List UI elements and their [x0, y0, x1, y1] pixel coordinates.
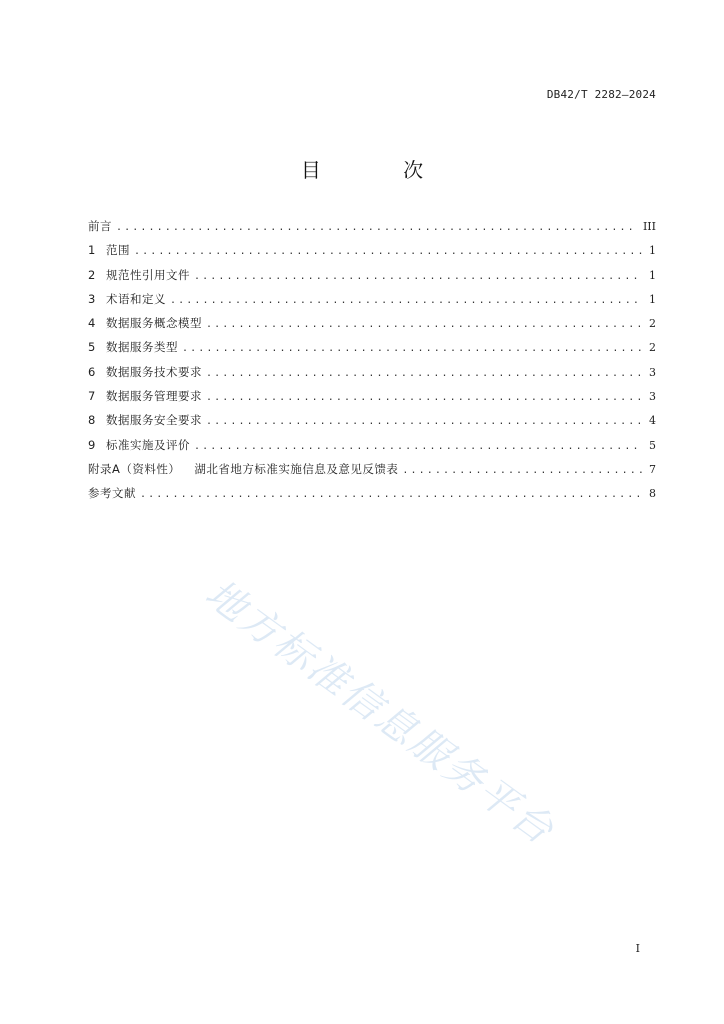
toc-leader-dots — [194, 441, 642, 452]
toc-entry-label: 术语和定义 — [106, 291, 166, 306]
toc-entry-number: 1 — [88, 243, 96, 258]
toc-entry-page: 7 — [649, 462, 656, 476]
toc-entry-number: 3 — [88, 291, 96, 306]
toc-title: 目 次 — [300, 158, 462, 182]
toc-entry-number: 2 — [88, 267, 96, 282]
toc-entry-number: 5 — [88, 340, 96, 355]
toc-entry-implementation-evaluation[interactable] — [88, 437, 656, 461]
toc-entry-terms-definitions[interactable] — [88, 291, 656, 315]
toc-leader-dots — [206, 392, 642, 403]
toc-entry-technical-requirements[interactable] — [88, 364, 656, 388]
watermark: 地方标准信息服务平台 — [196, 571, 564, 855]
toc-entry-label: 前言 — [88, 219, 112, 233]
toc-leader-dots — [402, 465, 642, 476]
toc-entry-number: 6 — [88, 364, 96, 379]
toc-entry-number: 8 — [88, 413, 96, 428]
toc-entry-label: 规范性引用文件 — [106, 267, 190, 282]
toc-entry-label: 数据服务技术要求 — [106, 364, 202, 379]
toc-leader-dots — [134, 246, 642, 257]
toc-leader-dots — [194, 271, 642, 282]
toc-entry-page: 3 — [649, 365, 656, 379]
toc-entry-label: 数据服务安全要求 — [106, 413, 202, 428]
toc-entry-label: 范围 — [106, 243, 130, 258]
toc-leader-dots — [206, 368, 642, 379]
toc-leader-dots — [140, 489, 642, 500]
toc-leader-dots — [116, 222, 637, 233]
toc-entry-scope[interactable] — [88, 242, 656, 266]
toc-entry-appendix-a[interactable] — [88, 461, 656, 485]
document-code: DB42/T 2282—2024 — [546, 88, 656, 101]
toc-entry-page: 3 — [649, 390, 656, 404]
toc-entry-normative-references[interactable] — [88, 267, 656, 291]
toc-entry-label: 数据服务类型 — [106, 340, 178, 355]
toc-entry-page: 2 — [649, 341, 656, 355]
toc-leader-dots — [206, 319, 642, 330]
toc-entry-bibliography[interactable] — [88, 485, 656, 509]
toc-entry-page: 1 — [649, 268, 656, 282]
toc-entry-management-requirements[interactable] — [88, 388, 656, 412]
toc-leader-dots — [182, 343, 642, 354]
toc-entry-label: 附录A（资料性） — [88, 461, 181, 476]
toc-entry-number: 9 — [88, 437, 96, 452]
toc-entry-service-types[interactable] — [88, 339, 656, 363]
toc-entry-appendix-title: 湖北省地方标准实施信息及意见反馈表 — [194, 461, 399, 476]
toc-leader-dots — [206, 416, 642, 427]
toc-entry-page: 2 — [649, 317, 656, 331]
toc-entry-page: 8 — [649, 487, 656, 501]
toc-entry-page: 1 — [649, 292, 656, 306]
toc-entry-label: 数据服务概念模型 — [106, 316, 202, 331]
toc-leader-dots — [170, 295, 642, 306]
toc-entry-concept-model[interactable] — [88, 315, 656, 339]
table-of-contents — [88, 218, 656, 510]
toc-entry-number: 4 — [88, 316, 96, 331]
page-number: I — [635, 942, 640, 955]
toc-entry-label: 数据服务管理要求 — [106, 389, 202, 404]
toc-entry-page: 5 — [649, 438, 656, 452]
toc-entry-page: 4 — [649, 414, 656, 428]
toc-entry-security-requirements[interactable] — [88, 412, 656, 436]
toc-entry-page: 1 — [649, 244, 656, 258]
toc-entry-foreword[interactable] — [88, 218, 656, 242]
toc-entry-label: 标准实施及评价 — [106, 437, 190, 452]
toc-entry-label: 参考文献 — [88, 486, 136, 501]
toc-entry-number: 7 — [88, 389, 96, 404]
toc-entry-page: III — [642, 220, 656, 233]
